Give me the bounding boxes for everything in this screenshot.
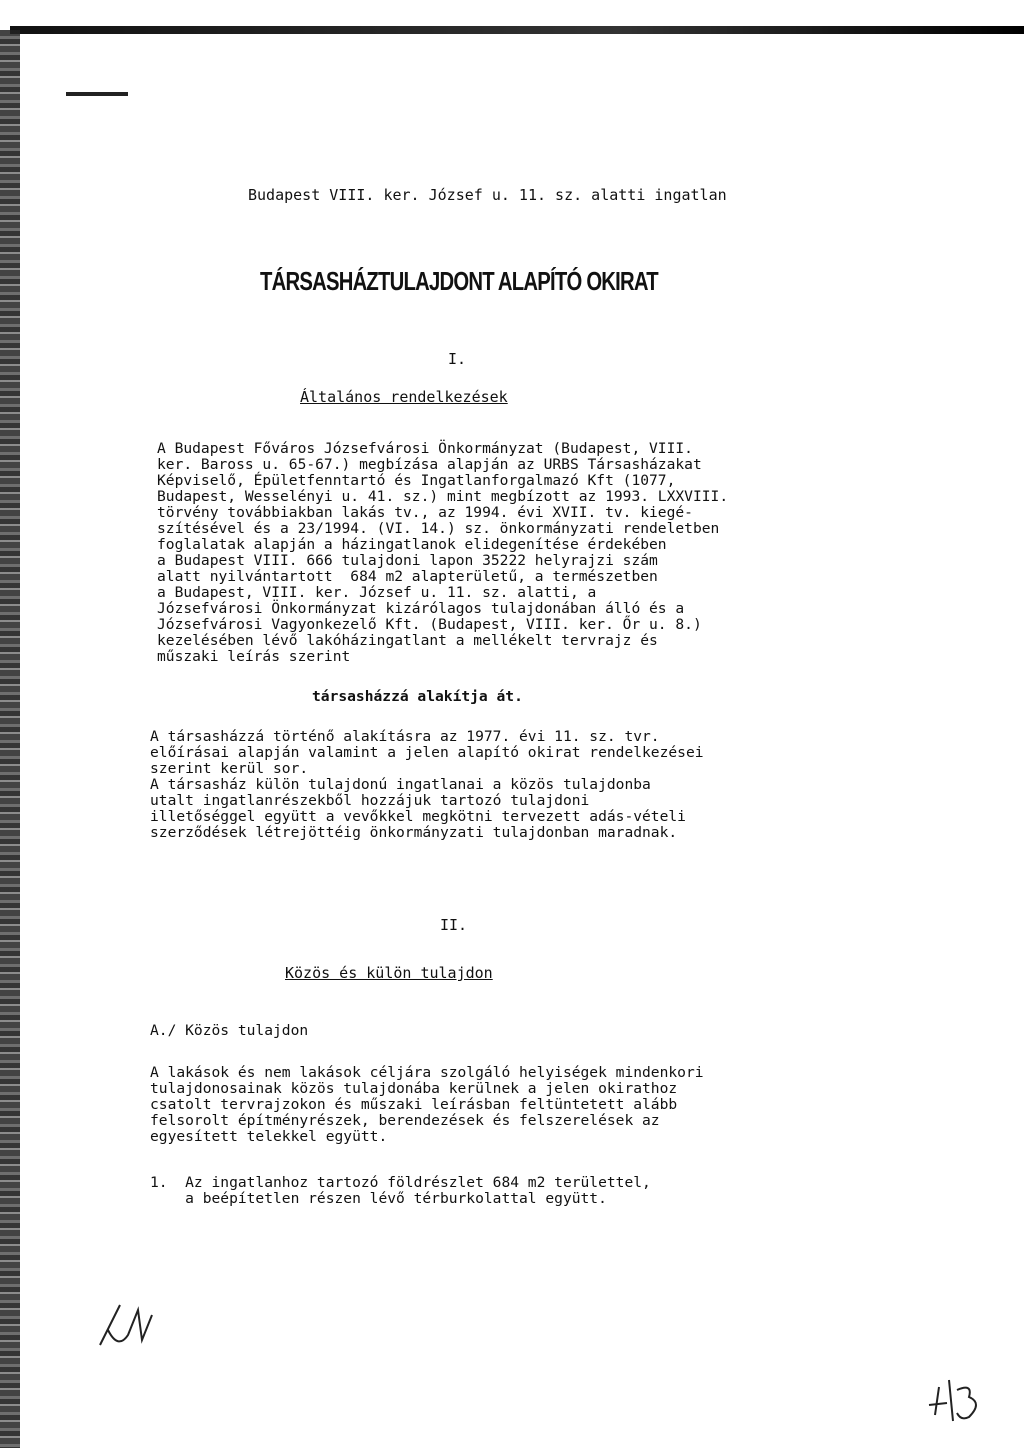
scan-edge-left: [0, 30, 20, 1448]
scan-mark: [66, 92, 128, 96]
text-line: A társasházzá történő alakításra az 1977. évi 11. sz. tvr.: [150, 728, 660, 745]
document-header: Budapest VIII. ker. József u. 11. sz. alatti ingatlan: [248, 186, 727, 204]
scan-edge-top: [10, 26, 1024, 34]
text-line: kezelésében lévő lakóházingatlant a mellékelt tervrajz és: [157, 632, 658, 649]
section-1-heading: Általános rendelkezések: [300, 388, 508, 406]
section-2-numeral: II.: [440, 916, 468, 934]
text-line: egyesített telekkel együtt.: [150, 1128, 388, 1145]
text-line: Józsefvárosi Önkormányzat kizárólagos tulajdonában álló és a: [157, 600, 685, 617]
text-line: a Budapest VIII. 666 tulajdoni lapon 35222 helyrajzi szám: [157, 552, 658, 569]
text-line: törvény továbbiakban lakás tv., az 1994. évi XVII. tv. kiegé-: [157, 504, 693, 521]
center-line: társasházzá alakítja át.: [312, 688, 523, 705]
text-line: szerződések létrejöttéig önkormányzati tulajdonban maradnak.: [150, 824, 678, 841]
text-line: szerint kerül sor.: [150, 760, 309, 777]
document-title: TÁRSASHÁZTULAJDONT ALAPÍTÓ OKIRAT: [260, 266, 658, 296]
text-line: szítésével és a 23/1994. (VI. 14.) sz. önkormányzati rendeletben: [157, 520, 720, 537]
text-line: A lakások és nem lakások céljára szolgáló helyiségek mindenkori: [150, 1064, 704, 1081]
handwritten-signature: [90, 1290, 160, 1360]
text-line: a Budapest, VIII. ker. József u. 11. sz. alatti, a: [157, 584, 597, 601]
text-line: illetőséggel együtt a vevőkkel megkötni tervezett adás-vételi: [150, 808, 686, 825]
text-line: alatt nyilvántartott 684 m2 alapterületű, a természetben: [157, 568, 658, 585]
section-1-numeral: I.: [448, 350, 467, 368]
text-line: utalt ingatlanrészekből hozzájuk tartozó tulajdoni: [150, 792, 590, 809]
text-line: tulajdonosainak közös tulajdonába kerülnek a jelen okirathoz: [150, 1080, 678, 1097]
text-line: Józsefvárosi Vagyonkezelő Kft. (Budapest, VIII. ker. Őr u. 8.): [157, 616, 702, 633]
text-line: csatolt tervrajzokon és műszaki leírásban feltüntetett alább: [150, 1096, 678, 1113]
subheading: A./ Közös tulajdon: [150, 1022, 309, 1039]
text-line: Budapest, Wesselényi u. 41. sz.) mint megbízott az 1993. LXXVIII.: [157, 488, 729, 505]
text-line: műszaki leírás szerint: [157, 648, 351, 665]
handwritten-page-number: [925, 1375, 1000, 1425]
list-item: a beépítetlen részen lévő térburkolattal együtt.: [150, 1190, 607, 1207]
text-line: A Budapest Főváros Józsefvárosi Önkormányzat (Budapest, VIII.: [157, 440, 693, 457]
text-line: A társasház külön tulajdonú ingatlanai a közös tulajdonba: [150, 776, 651, 793]
text-line: felsorolt építményrészek, berendezések és felszerelések az: [150, 1112, 660, 1129]
text-line: ker. Baross u. 65-67.) megbízása alapján az URBS Társasházakat: [157, 456, 702, 473]
text-line: foglalatak alapján a házingatlanok elidegenítése érdekében: [157, 536, 667, 553]
list-item: 1. Az ingatlanhoz tartozó földrészlet 684 m2 területtel,: [150, 1174, 651, 1191]
section-2-heading: Közös és külön tulajdon: [285, 964, 493, 982]
text-line: Képviselő, Épületfenntartó és Ingatlanforgalmazó Kft (1077,: [157, 472, 676, 489]
text-line: előírásai alapján valamint a jelen alapító okirat rendelkezései: [150, 744, 704, 761]
